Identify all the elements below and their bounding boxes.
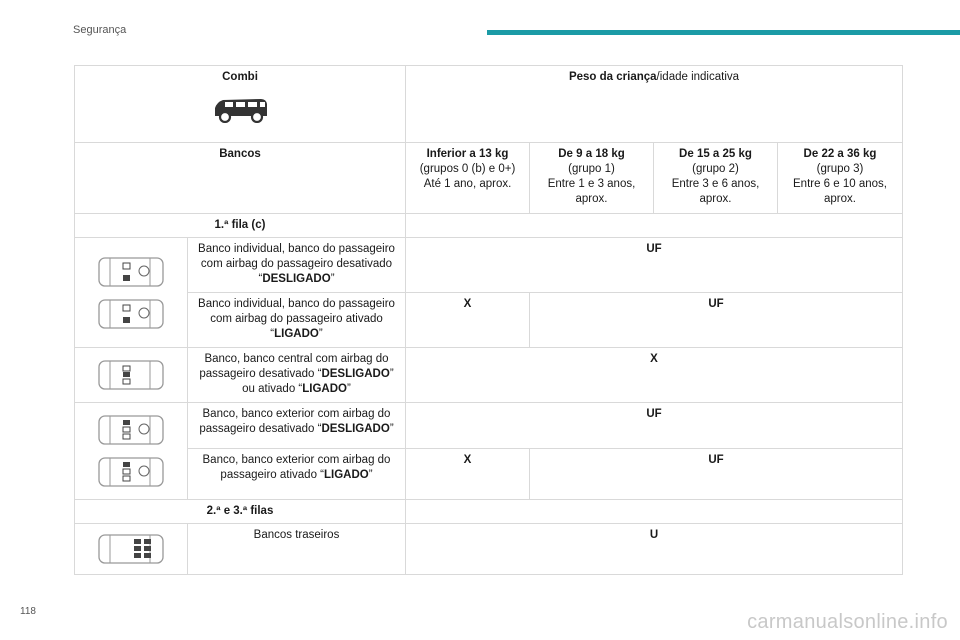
weight-header-cell: [406, 66, 903, 143]
category-age: Até 1 ano, aprox.: [423, 178, 512, 190]
vehicle-header-cell: [75, 66, 406, 143]
car-seat-outer-icon: [98, 457, 164, 487]
section-title: Segurança: [73, 24, 127, 36]
seat-description: Banco, banco central com airbag do passageiro desativado “DESLIGADO” ou ativado “LIGADO”: [188, 348, 406, 403]
car-seat-outer-icon: [98, 415, 164, 445]
category-group: (grupo 3): [816, 163, 864, 175]
category-title: De 22 a 36 kg: [803, 148, 877, 160]
category-4: [778, 143, 903, 214]
seat-description: Banco individual, banco do passageiro com airbag do passageiro desativado “DESLIGADO”: [188, 238, 406, 293]
seat-description: Banco, banco exterior com airbag do passageiro ativado “LIGADO”: [188, 449, 406, 500]
seat-description: Banco, banco exterior com airbag do passageiro desativado “DESLIGADO”: [188, 403, 406, 449]
seat-value: UF: [530, 293, 903, 348]
page-number: 118: [20, 606, 36, 617]
child-seat-table: [74, 65, 903, 575]
weight-title-rest: /idade indicativa: [656, 71, 740, 83]
seat-value: X: [406, 293, 530, 348]
category-group: (grupos 0 (b) e 0+): [419, 163, 516, 175]
row-label-first-row: 1.ª fila (c): [75, 214, 406, 238]
watermark: carmanualsonline.info: [747, 611, 948, 633]
category-title: De 9 a 18 kg: [558, 148, 625, 160]
car-seat-center-icon: [98, 360, 164, 390]
category-2: [530, 143, 654, 214]
category-group: (grupo 1): [568, 163, 615, 175]
car-seat-front-icon: [98, 257, 164, 287]
car-seat-rear-icon: [98, 534, 164, 564]
row-label-rear-rows: 2.ª e 3.ª filas: [75, 500, 406, 524]
weight-title: Peso da criança: [568, 71, 657, 83]
seat-value: U: [406, 524, 903, 575]
seat-value: UF: [530, 449, 903, 500]
category-group: (grupo 2): [692, 163, 739, 175]
seats-label: Bancos: [75, 143, 406, 214]
seat-value: UF: [406, 238, 903, 293]
category-3: [654, 143, 778, 214]
category-title: Inferior a 13 kg: [426, 148, 509, 160]
category-age: Entre 1 e 3 anos, aprox.: [547, 178, 636, 205]
seat-description: Banco individual, banco do passageiro com airbag do passageiro ativado “LIGADO”: [188, 293, 406, 348]
van-icon: [211, 95, 269, 123]
seat-value: UF: [406, 403, 903, 449]
category-title: De 15 a 25 kg: [679, 148, 752, 160]
category-1: [406, 143, 530, 214]
section-accent-bar: [487, 30, 960, 35]
category-age: Entre 6 e 10 anos, aprox.: [793, 178, 887, 205]
vehicle-label: Combi: [222, 71, 258, 83]
seat-value: X: [406, 449, 530, 500]
category-age: Entre 3 e 6 anos, aprox.: [671, 178, 760, 205]
seat-description: Bancos traseiros: [188, 524, 406, 575]
car-seat-front-icon: [98, 299, 164, 329]
seat-value: X: [406, 348, 903, 403]
